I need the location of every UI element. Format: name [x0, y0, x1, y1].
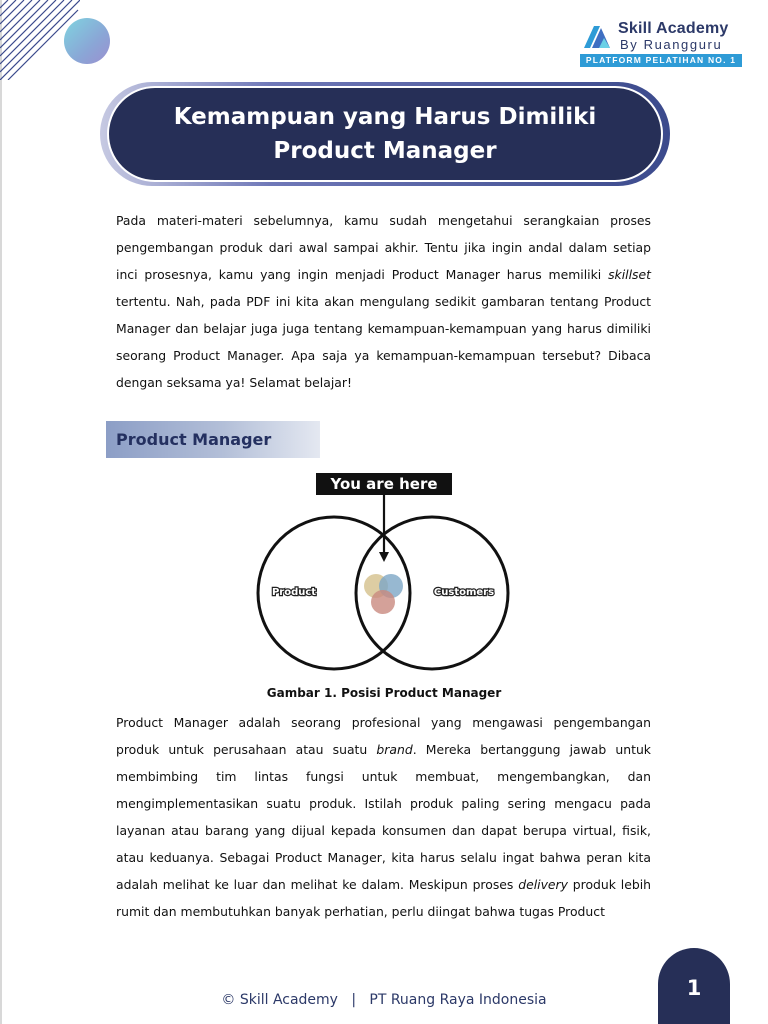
footer-copyright: © Skill Academy | PT Ruang Raya Indonesia: [221, 992, 547, 1008]
body-italic-brand: brand: [376, 742, 413, 757]
logo-mark-icon: [580, 22, 616, 50]
you-are-here-label: You are here: [330, 475, 438, 493]
title-banner: [107, 86, 663, 182]
logo-tagline: PLATFORM PELATIHAN NO. 1: [580, 54, 742, 67]
body-text-2: . Mereka bertanggung jawab untuk membimbing tim lintas fungsi untuk membuat, mengembangkan, dan mengimplementasikan suatu produk. Istilah produk paling sering mengacu pada layanan atau barang yang dijual kepada konsumen dan dapat berupa virtual, fisik, atau keduanya. Sebagai Product Manager, kita harus selalu ingat bahwa peran kita adalah melihat ke luar dan melihat ke dalam. Meskipun proses: [116, 742, 651, 892]
section-heading-box: [106, 421, 320, 458]
logo-name: Skill Academy: [618, 20, 729, 37]
customers-label: Customers: [433, 587, 495, 598]
product-label: Product: [271, 587, 317, 598]
page-title: Kemampuan yang Harus Dimiliki Product Manager: [173, 104, 597, 164]
skill-academy-logo: [580, 20, 742, 68]
intro-italic-term: skillset: [608, 267, 651, 282]
overlap-dot-rose: [371, 590, 395, 614]
body-italic-delivery: delivery: [518, 877, 568, 892]
logo-subtitle: By Ruangguru: [620, 37, 723, 52]
body-text-3: produk lebih rumit dan membutuhkan banyak perhatian, perlu diingat bahwa tugas Product: [116, 877, 651, 919]
body-paragraph: [116, 709, 651, 925]
intro-paragraph: [116, 207, 651, 396]
body-text-1: Product Manager adalah seorang profesional yang mengawasi pengembangan produk untuk perusahaan atau suatu: [116, 715, 651, 757]
venn-diagram: [230, 468, 540, 680]
page-number: 1: [686, 976, 702, 1000]
intro-text-2: tertentu. Nah, pada PDF ini kita akan mengulang sedikit gambaran tentang Product Manager dan belajar juga juga tentang kemampuan-kemampuan yang harus dimiliki seorang Product Manager. Apa saja ya kemampuan-kemampuan tersebut? Dibaca dengan seksama ya! Selamat belajar!: [116, 294, 651, 390]
figure-caption: Gambar 1. Posisi Product Manager: [266, 686, 502, 700]
pointer-arrow-head: [379, 552, 389, 562]
page-number-tab: [658, 948, 730, 1024]
footer-text: [0, 992, 768, 1008]
intro-text-1: Pada materi-materi sebelumnya, kamu sudah mengetahui serangkaian proses pengembangan produk dari awal sampai akhir. Tentu jika ingin andal dalam setiap inci prosesnya, kamu yang ingin menjadi Product Manager harus memiliki: [116, 213, 651, 282]
page-left-border: [0, 0, 2, 1024]
decorative-gradient-circle: [64, 18, 110, 64]
section-heading: Product Manager: [116, 430, 272, 449]
